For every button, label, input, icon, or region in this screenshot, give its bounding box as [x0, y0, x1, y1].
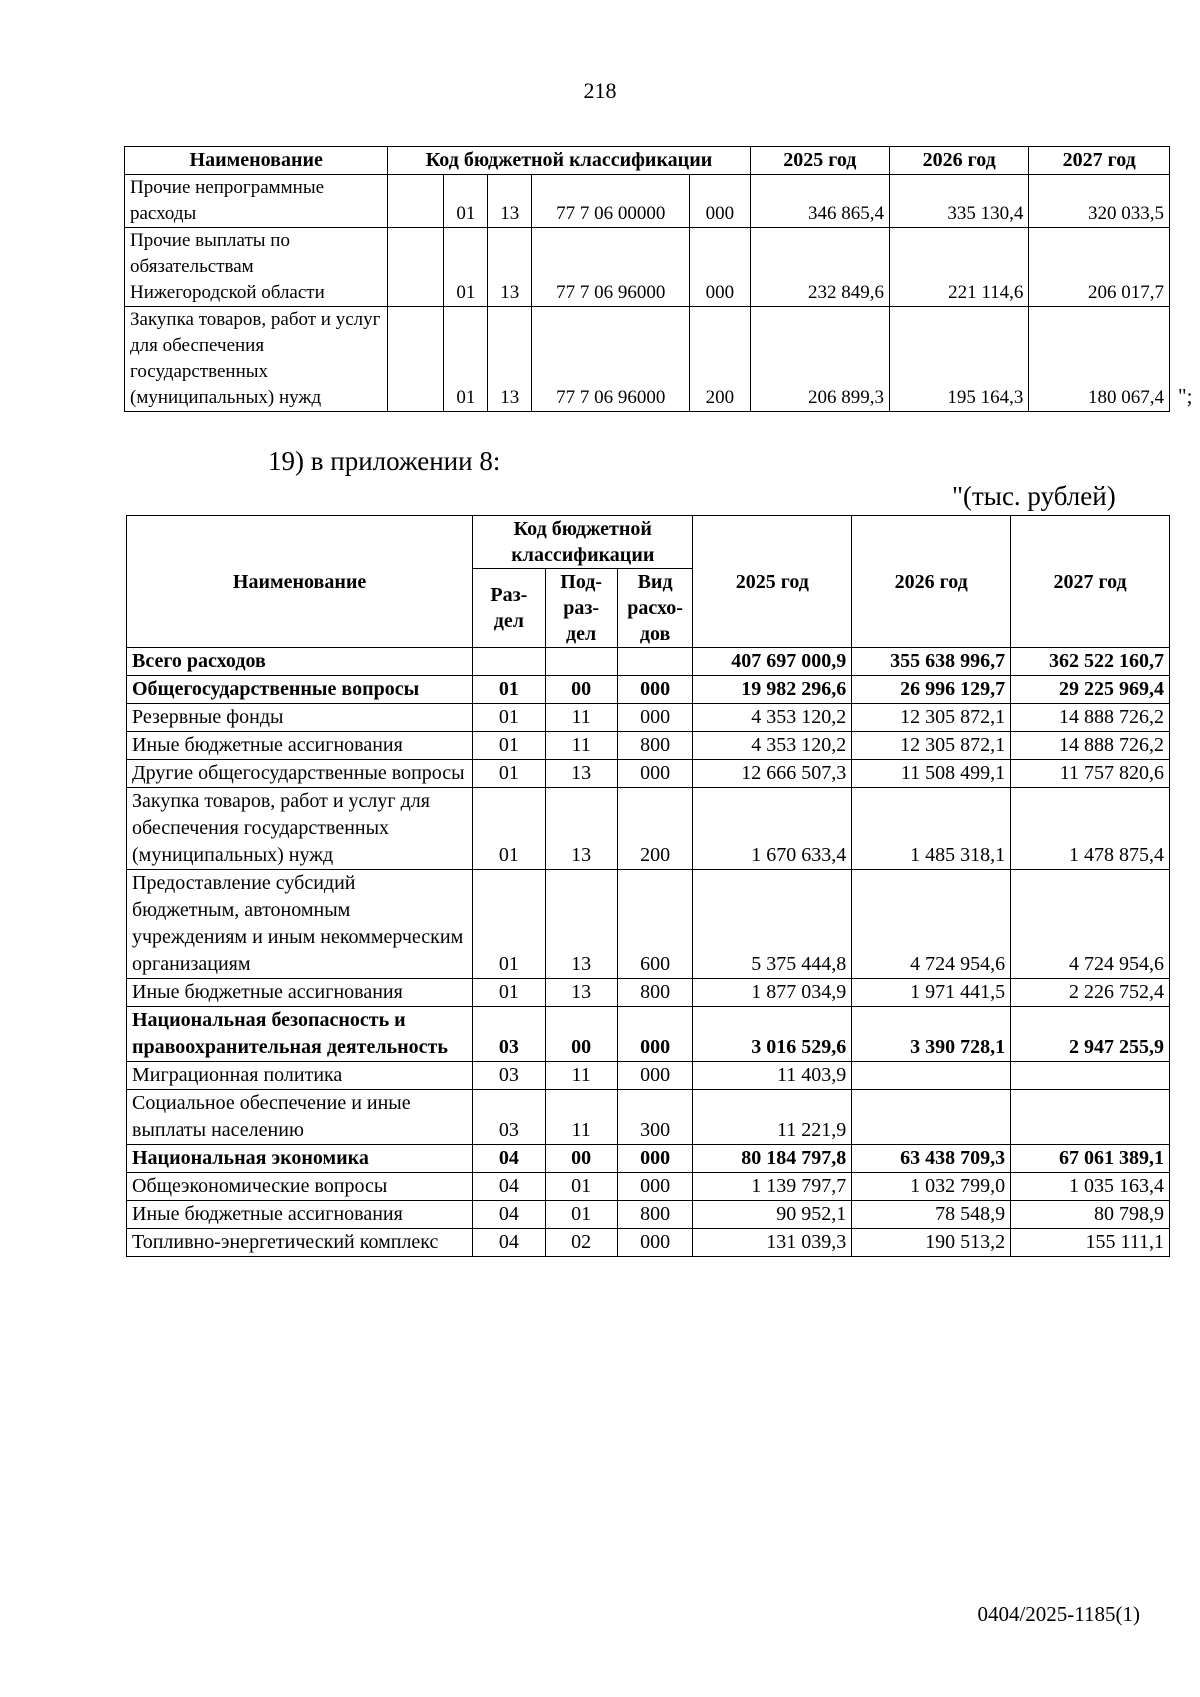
row-podrazdel: 00: [545, 1007, 617, 1062]
row-razdel: 01: [444, 307, 488, 412]
row-podrazdel: 13: [545, 979, 617, 1007]
row-name: Общегосударственные вопросы: [127, 676, 473, 704]
row-value-2027: 320 033,5: [1029, 175, 1170, 228]
header-name: Наименование: [125, 147, 388, 175]
row-expense-type: 200: [690, 307, 750, 412]
table-row: [127, 1201, 1170, 1229]
row-value-2025: 346 865,4: [750, 175, 889, 228]
row-expense-type: 200: [617, 788, 693, 870]
row-value-2027: 67 061 389,1: [1011, 1145, 1170, 1173]
row-value-2027: 2 947 255,9: [1011, 1007, 1170, 1062]
row-value-2027: 180 067,4: [1029, 307, 1170, 412]
row-value-2027: 4 724 954,6: [1011, 870, 1170, 979]
row-value-2027: 362 522 160,7: [1011, 648, 1170, 676]
row-podrazdel: 13: [545, 788, 617, 870]
row-name: Национальная безопасность и правоохранительная деятельность: [127, 1007, 473, 1062]
row-name: Прочие выплаты по обязательствам Нижегородской области: [125, 228, 388, 307]
header-code: Код бюджетной классификации: [388, 147, 750, 175]
row-name: Резервные фонды: [127, 704, 473, 732]
row-name: Прочие непрограммные расходы: [125, 175, 388, 228]
row-expense-type: 000: [690, 228, 750, 307]
table-row: [127, 732, 1170, 760]
row-name: Социальное обеспечение и иные выплаты населению: [127, 1090, 473, 1145]
row-value-2027: [1011, 1062, 1170, 1090]
row-podrazdel: 11: [545, 732, 617, 760]
row-name: Иные бюджетные ассигнования: [127, 732, 473, 760]
row-expense-type: 000: [617, 1145, 693, 1173]
row-razdel: 01: [473, 732, 545, 760]
row-podrazdel: 11: [545, 1062, 617, 1090]
row-value-2026: 4 724 954,6: [852, 870, 1011, 979]
row-value-2026: 78 548,9: [852, 1201, 1011, 1229]
row-podrazdel: 01: [545, 1173, 617, 1201]
row-value-2025: 4 353 120,2: [693, 704, 852, 732]
row-name: Общеэкономические вопросы: [127, 1173, 473, 1201]
row-value-2025: 12 666 507,3: [693, 760, 852, 788]
row-razdel: 01: [473, 704, 545, 732]
row-value-2026: 195 164,3: [890, 307, 1029, 412]
row-name: Миграционная политика: [127, 1062, 473, 1090]
row-value-2027: 1 035 163,4: [1011, 1173, 1170, 1201]
row-expense-type: 600: [617, 870, 693, 979]
header-code: Код бюджетной классификации: [473, 516, 693, 569]
row-name: Иные бюджетные ассигнования: [127, 979, 473, 1007]
row-podrazdel: 11: [545, 1090, 617, 1145]
row-podrazdel: 13: [488, 228, 532, 307]
row-expense-type: 000: [690, 175, 750, 228]
row-expense-type: 000: [617, 1173, 693, 1201]
row-razdel: 01: [473, 676, 545, 704]
row-razdel: 04: [473, 1201, 545, 1229]
table-row: [127, 704, 1170, 732]
row-name: Иные бюджетные ассигнования: [127, 1201, 473, 1229]
row-podrazdel: 00: [545, 1145, 617, 1173]
row-podrazdel: [545, 648, 617, 676]
row-expense-type: 000: [617, 676, 693, 704]
header-vid: Вид расхо- дов: [617, 569, 693, 648]
row-value-2027: 206 017,7: [1029, 228, 1170, 307]
row-expense-type: 800: [617, 1201, 693, 1229]
row-value-2026: 26 996 129,7: [852, 676, 1011, 704]
row-expense-type: 300: [617, 1090, 693, 1145]
row-target-article: 77 7 06 96000: [532, 307, 690, 412]
row-value-2025: 19 982 296,6: [693, 676, 852, 704]
header-2025: 2025 год: [693, 516, 852, 648]
row-value-2025: 232 849,6: [750, 228, 889, 307]
header-razdel: Раз- дел: [473, 569, 545, 648]
row-value-2025: 131 039,3: [693, 1229, 852, 1257]
table-row: [127, 870, 1170, 979]
row-target-article: 77 7 06 00000: [532, 175, 690, 228]
row-value-2027: [1011, 1090, 1170, 1145]
row-value-2026: 221 114,6: [890, 228, 1029, 307]
row-value-2027: 14 888 726,2: [1011, 732, 1170, 760]
row-value-2025: 1 139 797,7: [693, 1173, 852, 1201]
row-value-2025: 1 877 034,9: [693, 979, 852, 1007]
row-value-2026: [852, 1062, 1011, 1090]
row-code-blank: [388, 228, 444, 307]
row-expense-type: 000: [617, 1229, 693, 1257]
table-row: [127, 1062, 1170, 1090]
header-2026: 2026 год: [890, 147, 1029, 175]
row-value-2026: 11 508 499,1: [852, 760, 1011, 788]
row-value-2027: 14 888 726,2: [1011, 704, 1170, 732]
row-value-2026: 1 971 441,5: [852, 979, 1011, 1007]
header-name: Наименование: [127, 516, 473, 648]
row-value-2025: 5 375 444,8: [693, 870, 852, 979]
row-name: Закупка товаров, работ и услуг для обеспечения государственных (муниципальных) нужд: [127, 788, 473, 870]
header-2026: 2026 год: [852, 516, 1011, 648]
row-value-2025: 90 952,1: [693, 1201, 852, 1229]
row-name: Национальная экономика: [127, 1145, 473, 1173]
row-value-2027: 1 478 875,4: [1011, 788, 1170, 870]
row-value-2025: 4 353 120,2: [693, 732, 852, 760]
table-row: [125, 175, 1170, 228]
header-podrazdel: Под- раз- дел: [545, 569, 617, 648]
row-value-2025: 3 016 529,6: [693, 1007, 852, 1062]
row-value-2026: 355 638 996,7: [852, 648, 1011, 676]
intro-text: 19) в приложении 8:: [268, 446, 501, 476]
row-value-2026: 63 438 709,3: [852, 1145, 1011, 1173]
row-podrazdel: 02: [545, 1229, 617, 1257]
row-podrazdel: 13: [545, 870, 617, 979]
row-razdel: 04: [473, 1173, 545, 1201]
row-expense-type: 000: [617, 1062, 693, 1090]
table-row: [127, 788, 1170, 870]
table-row: [127, 1007, 1170, 1062]
row-razdel: 01: [444, 228, 488, 307]
table-row: [127, 1229, 1170, 1257]
units-text: "(тыс. рублей): [952, 481, 1116, 511]
row-podrazdel: 00: [545, 676, 617, 704]
row-value-2027: 11 757 820,6: [1011, 760, 1170, 788]
table2-body: [127, 648, 1170, 1257]
table-row: [125, 307, 1170, 412]
row-expense-type: 800: [617, 979, 693, 1007]
row-code-blank: [388, 307, 444, 412]
row-value-2026: 335 130,4: [890, 175, 1029, 228]
table-row: [127, 979, 1170, 1007]
row-razdel: 01: [444, 175, 488, 228]
row-value-2025: 206 899,3: [750, 307, 889, 412]
row-razdel: 04: [473, 1229, 545, 1257]
table-row: [127, 1145, 1170, 1173]
row-podrazdel: 13: [488, 175, 532, 228]
row-value-2027: 2 226 752,4: [1011, 979, 1170, 1007]
row-expense-type: 000: [617, 760, 693, 788]
row-razdel: 01: [473, 979, 545, 1007]
row-expense-type: 000: [617, 1007, 693, 1062]
table-row: [125, 228, 1170, 307]
row-value-2026: 1 032 799,0: [852, 1173, 1011, 1201]
table-row: [127, 648, 1170, 676]
row-name: Другие общегосударственные вопросы: [127, 760, 473, 788]
row-value-2027: 80 798,9: [1011, 1201, 1170, 1229]
row-value-2026: 12 305 872,1: [852, 704, 1011, 732]
row-podrazdel: 11: [545, 704, 617, 732]
header-2025: 2025 год: [750, 147, 889, 175]
row-code-blank: [388, 175, 444, 228]
header-2027: 2027 год: [1029, 147, 1170, 175]
row-razdel: 01: [473, 760, 545, 788]
table1-body: [125, 175, 1170, 412]
row-razdel: 03: [473, 1062, 545, 1090]
table-row: [127, 1090, 1170, 1145]
row-name: Топливно-энергетический комплекс: [127, 1229, 473, 1257]
appendix-8-table: [126, 515, 1170, 1257]
row-name: Предоставление субсидий бюджетным, автономным учреждениям и иным некоммерческим организациям: [127, 870, 473, 979]
row-value-2025: 80 184 797,8: [693, 1145, 852, 1173]
row-razdel: 03: [473, 1090, 545, 1145]
budget-table-continuation: [124, 146, 1170, 412]
row-podrazdel: 13: [488, 307, 532, 412]
row-value-2027: 155 111,1: [1011, 1229, 1170, 1257]
row-value-2026: 12 305 872,1: [852, 732, 1011, 760]
row-expense-type: 800: [617, 732, 693, 760]
row-razdel: 03: [473, 1007, 545, 1062]
row-value-2027: 29 225 969,4: [1011, 676, 1170, 704]
row-value-2026: 1 485 318,1: [852, 788, 1011, 870]
row-value-2025: 407 697 000,9: [693, 648, 852, 676]
table-row: [127, 1173, 1170, 1201]
document-code: 0404/2025-1185(1): [977, 1602, 1140, 1626]
row-value-2025: 11 403,9: [693, 1062, 852, 1090]
row-razdel: 04: [473, 1145, 545, 1173]
row-razdel: [473, 648, 545, 676]
header-2027: 2027 год: [1011, 516, 1170, 648]
row-podrazdel: 01: [545, 1201, 617, 1229]
row-expense-type: 000: [617, 704, 693, 732]
row-value-2025: 11 221,9: [693, 1090, 852, 1145]
row-target-article: 77 7 06 96000: [532, 228, 690, 307]
row-podrazdel: 13: [545, 760, 617, 788]
row-expense-type: [617, 648, 693, 676]
row-razdel: 01: [473, 788, 545, 870]
closing-quote: ";: [1178, 384, 1193, 408]
row-value-2025: 1 670 633,4: [693, 788, 852, 870]
table-row: [127, 760, 1170, 788]
page-number: 218: [583, 78, 617, 103]
row-razdel: 01: [473, 870, 545, 979]
row-value-2026: 3 390 728,1: [852, 1007, 1011, 1062]
row-value-2026: [852, 1090, 1011, 1145]
row-name: Всего расходов: [127, 648, 473, 676]
table-row: [127, 676, 1170, 704]
row-name: Закупка товаров, работ и услуг для обеспечения государственных (муниципальных) нужд: [125, 307, 388, 412]
row-value-2026: 190 513,2: [852, 1229, 1011, 1257]
